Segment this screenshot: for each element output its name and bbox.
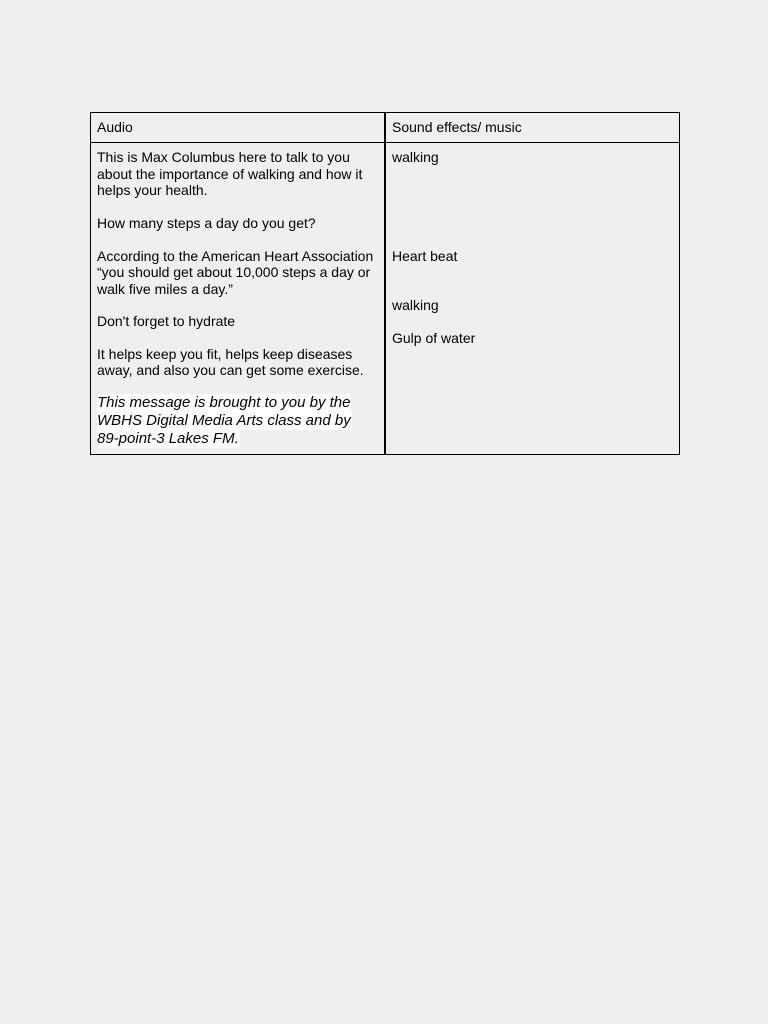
sfx-item: walking <box>392 296 439 313</box>
sfx-header: Sound effects/ music <box>392 119 522 135</box>
body-row <box>91 143 680 455</box>
sfx-item: walking <box>392 149 439 165</box>
audio-line: According to the American Heart Association <box>97 247 374 264</box>
audio-header: Audio <box>97 119 133 135</box>
header-row <box>91 113 680 143</box>
credit-line: 89-point-3 Lakes FM. <box>97 430 239 447</box>
sfx-cell <box>385 143 680 455</box>
sfx-item: Heart beat <box>392 247 458 264</box>
audio-line: helps your health. <box>97 182 208 198</box>
audio-header-cell <box>91 113 386 143</box>
audio-line: This is Max Columbus here to talk to you <box>97 149 350 165</box>
audio-line: Don't forget to hydrate <box>97 313 236 329</box>
credit-line: WBHS Digital Media Arts class and by <box>97 412 351 429</box>
sfx-item: Gulp of water <box>392 329 476 346</box>
audio-line: It helps keep you fit, helps keep diseases <box>97 345 353 362</box>
audio-line: away, and also you can get some exercise. <box>97 362 364 378</box>
audio-line: How many steps a day do you get? <box>97 214 316 231</box>
script-table <box>90 112 680 455</box>
credit-message <box>97 394 380 448</box>
audio-line: “you should get about 10,000 steps a day or <box>97 264 371 280</box>
credit-line: This message is brought to you by the <box>97 394 351 411</box>
sfx-header-cell <box>385 113 680 143</box>
audio-line: walk five miles a day.” <box>97 280 233 297</box>
audio-cell <box>91 143 386 455</box>
audio-line: about the importance of walking and how it <box>97 165 363 182</box>
